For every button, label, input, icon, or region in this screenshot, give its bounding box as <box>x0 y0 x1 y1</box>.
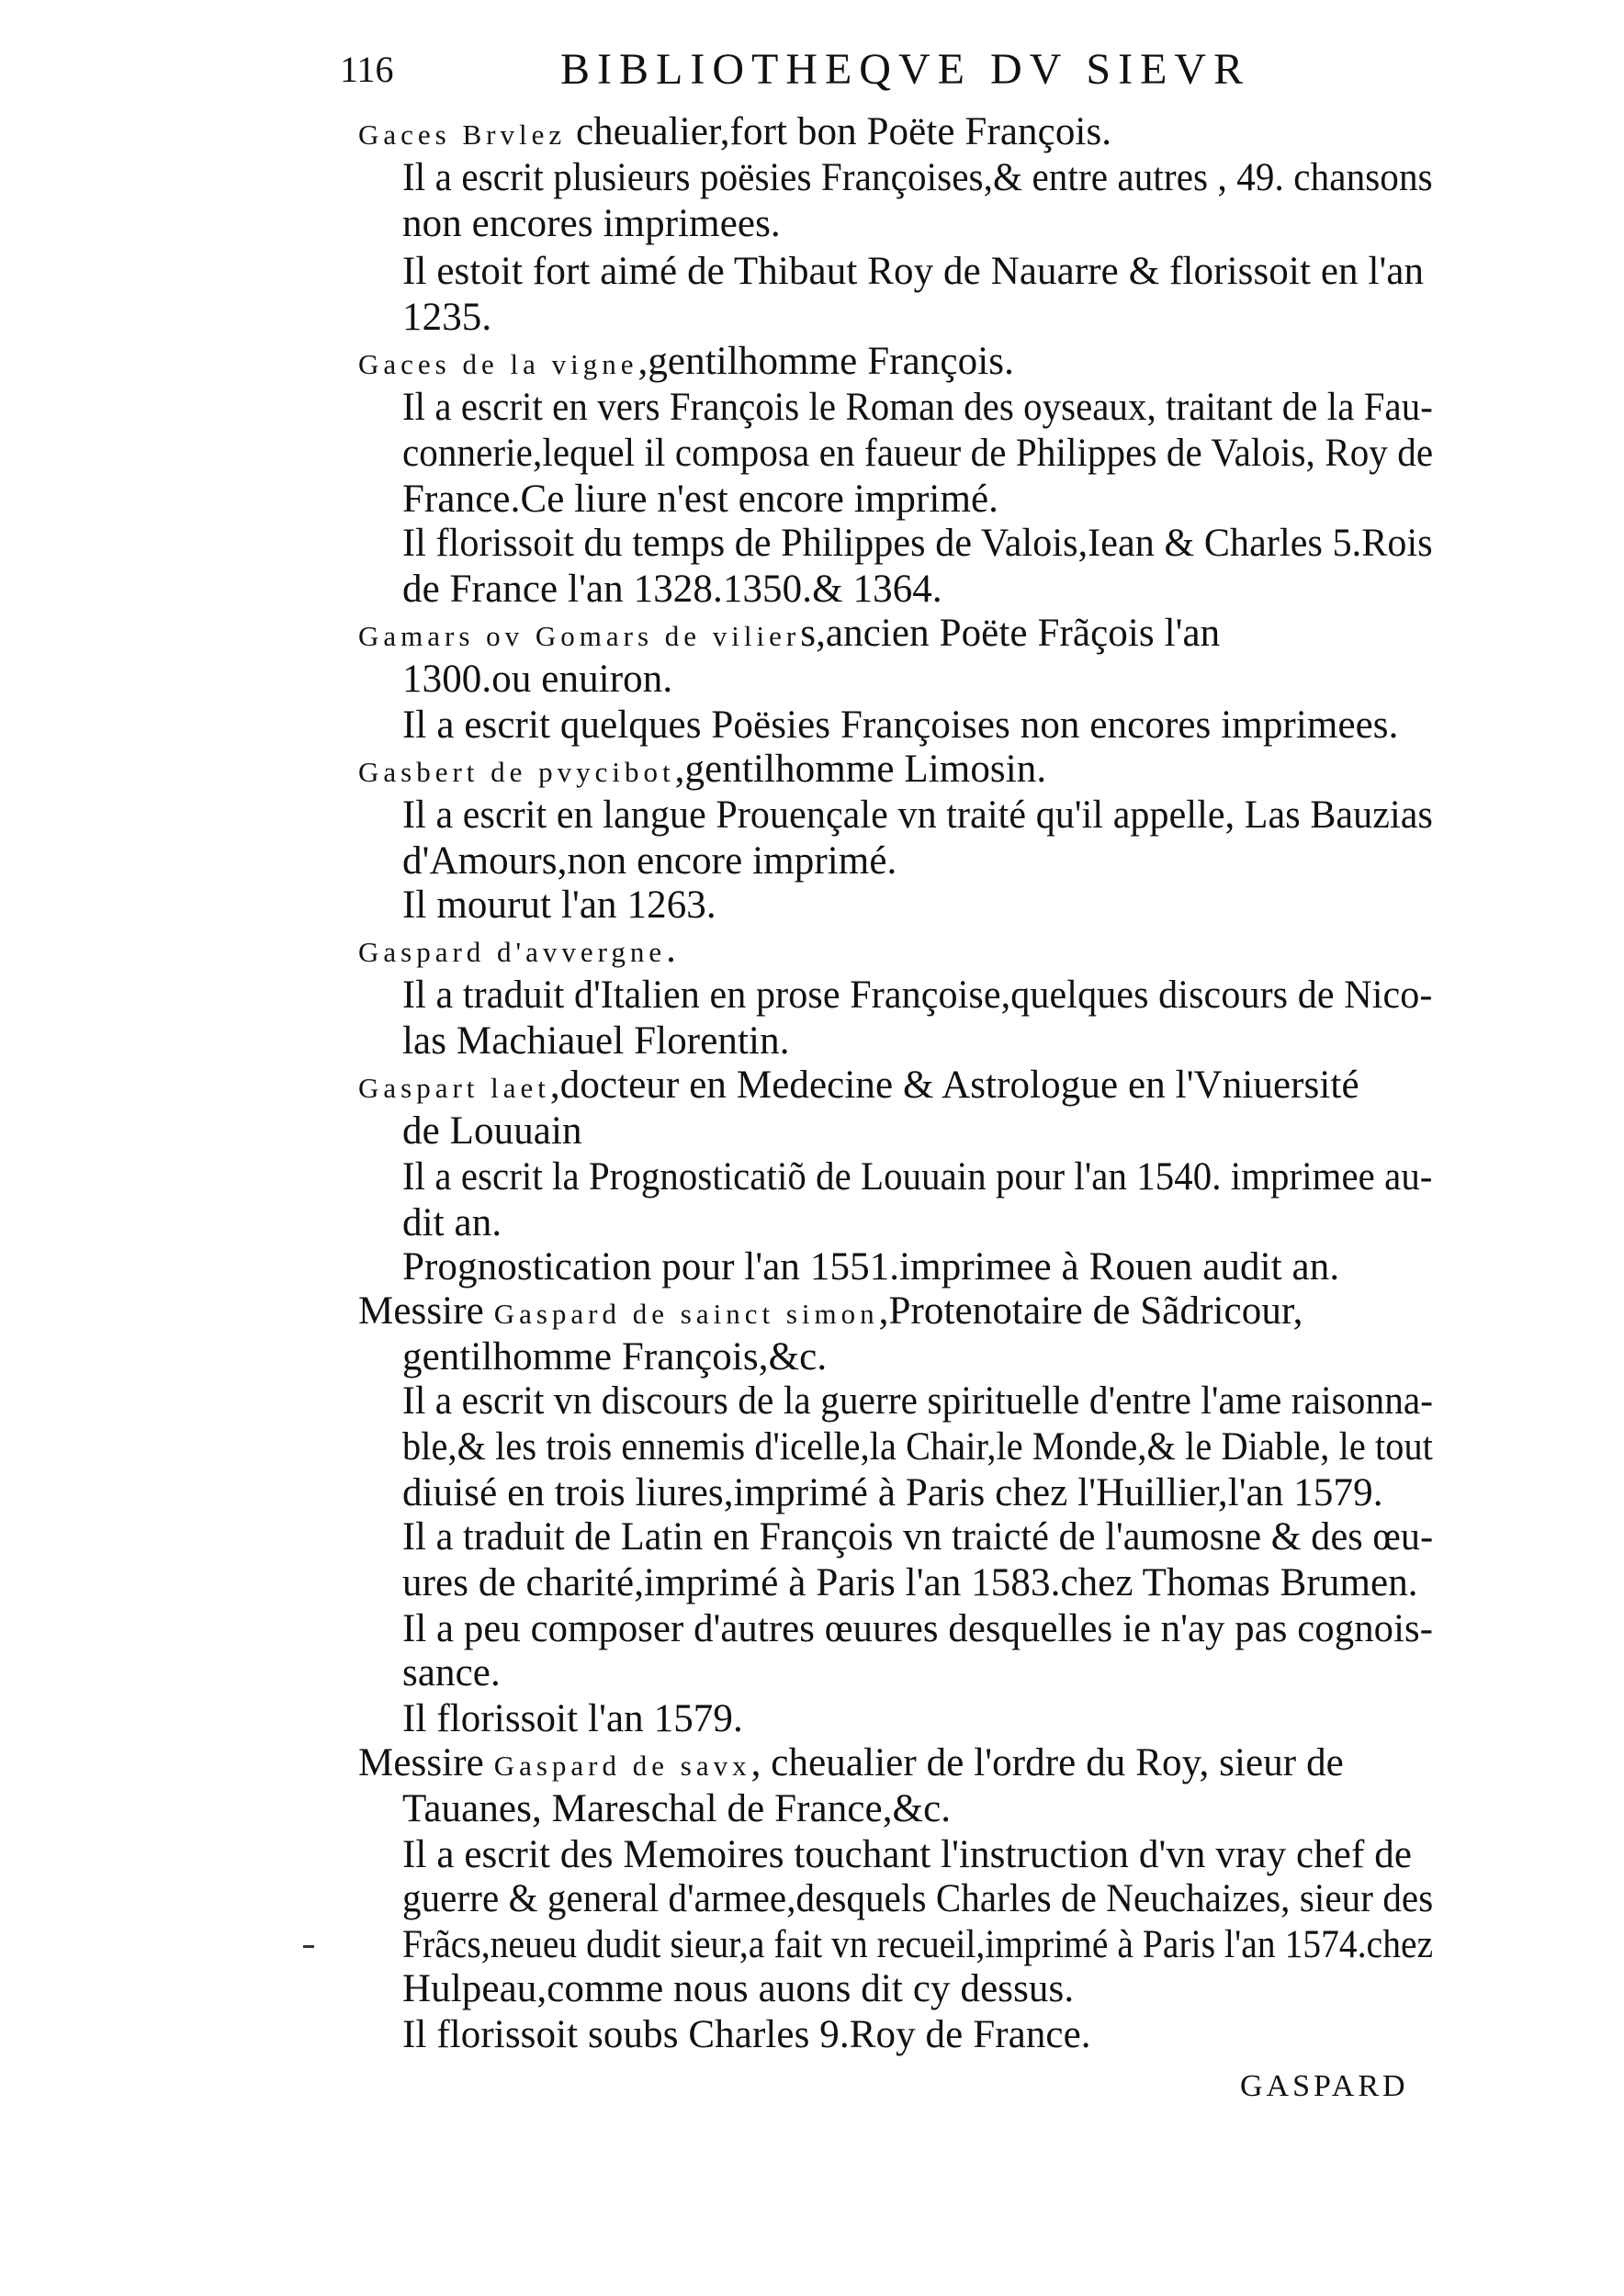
entry-name: Gaspard d'avvergne <box>358 936 667 968</box>
text-line: gentilhomme François,&c. <box>402 1335 828 1379</box>
entry-name: Gaces de la vigne <box>358 348 638 380</box>
text-line: 1235. <box>402 296 492 339</box>
margin-mark <box>303 1945 314 1948</box>
text-line: dit an. <box>402 1201 502 1244</box>
catchword: GASPARD <box>1240 2069 1409 2103</box>
entry-heading: Gaspard d'avvergne. <box>358 928 677 971</box>
text-line: de France l'an 1328.1350.& 1364. <box>402 568 942 611</box>
entry-name: Gasbert de pvycibot <box>358 756 675 788</box>
text-line: diuisé en trois liures,imprimé à Paris chez l'Huillier,l'an 1579. <box>402 1471 1383 1514</box>
text-line: connerie,lequel il composa en faueur de Philippes de Valois, Roy de <box>402 432 1434 475</box>
text-line: Il florissoit du temps de Philippes de Valois,Iean & Charles 5.Rois <box>402 522 1433 565</box>
text-line: ble,& les trois ennemis d'icelle,la Chair,le Monde,& le Diable, le tout <box>402 1425 1433 1469</box>
text-line: Tauanes, Mareschal de France,&c. <box>402 1787 952 1830</box>
entry-name: Gaces Brvlez <box>358 118 567 151</box>
text-line: Il estoit fort aimé de Thibaut Roy de Nauarre & florissoit en l'an <box>402 250 1425 293</box>
page-number: 116 <box>340 49 394 90</box>
text-line: Il a escrit quelques Poësies Françoises non encores imprimees. <box>402 703 1399 747</box>
text-line: Hulpeau,comme nous auons dit cy dessus. <box>402 1967 1075 2010</box>
text-line: ures de charité,imprimé à Paris l'an 1583.chez Thomas Brumen. <box>402 1561 1418 1604</box>
entry-heading: Gaces Brvlez cheualier,fort bon Poëte François. <box>358 110 1112 153</box>
text-line: Il florissoit soubs Charles 9.Roy de France. <box>402 2013 1091 2056</box>
text-line: Il a escrit en vers François le Roman des oyseaux, traitant de la Fau- <box>402 386 1433 429</box>
entry-heading: Gaces de la vigne,gentilhomme François. <box>358 340 1014 383</box>
text-line: Frãcs,neueu dudit sieur,a fait vn recueil,imprimé à Paris l'an 1574.chez <box>402 1923 1434 1966</box>
text-line: Il a escrit vn discours de la guerre spirituelle d'entre l'ame raisonna- <box>402 1379 1434 1423</box>
text-line: Il mourut l'an 1263. <box>402 884 716 927</box>
entry-heading: Gasbert de pvycibot,gentilhomme Limosin. <box>358 748 1047 791</box>
text-line: Il a peu composer d'autres œuures desquelles ie n'ay pas cognois- <box>402 1607 1434 1650</box>
text-line: guerre & general d'armee,desquels Charles de Neuchaizes, sieur des <box>402 1877 1434 1920</box>
text-line: Prognostication pour l'an 1551.imprimee à Rouen audit an. <box>402 1245 1340 1289</box>
running-title: BIBLIOTHEQVE DV SIEVR <box>560 45 1251 94</box>
entry-name: Gaspard de savx <box>493 1750 751 1782</box>
text-line: France.Ce liure n'est encore imprimé. <box>402 478 999 521</box>
entry-name: Gaspart laet <box>358 1072 550 1104</box>
entry-name: Gaspard de sainct simon <box>493 1298 879 1330</box>
text-line: d'Amours,non encore imprimé. <box>402 839 897 883</box>
text-line: las Machiauel Florentin. <box>402 1019 790 1063</box>
entry-heading: Gaspart laet,docteur en Medecine & Astrologue en l'Vniuersité <box>358 1064 1359 1107</box>
text-line: Il a traduit de Latin en François vn traicté de l'aumosne & des œu- <box>402 1515 1434 1559</box>
entry-heading: Gamars ov Gomars de viliers,ancien Poëte Frãçois l'an <box>358 612 1221 655</box>
text-line: Il a traduit d'Italien en prose Françoise,quelques discours de Nico- <box>402 974 1433 1017</box>
text-line: Il florissoit l'an 1579. <box>402 1697 743 1740</box>
text-line: Il a escrit plusieurs poësies Françoises,& entre autres , 49. chansons <box>402 156 1433 199</box>
text-line: sance. <box>402 1651 501 1694</box>
entry-heading: Messire Gaspard de savx, cheualier de l'ordre du Roy, sieur de <box>358 1741 1344 1784</box>
text-line: de Louuain <box>402 1109 582 1153</box>
entry-heading: Messire Gaspard de sainct simon,Protenotaire de Sãdricour, <box>358 1289 1303 1333</box>
text-line: Il a escrit en langue Prouençale vn traité qu'il appelle, Las Bauzias <box>402 793 1433 837</box>
text-line: Il a escrit des Memoires touchant l'instruction d'vn vray chef de <box>402 1833 1413 1876</box>
text-line: Il a escrit la Prognosticatiõ de Louuain pour l'an 1540. imprimee au- <box>402 1155 1433 1199</box>
text-line: non encores imprimees. <box>402 202 781 245</box>
entry-name: Gamars ov Gomars de vilier <box>358 620 801 652</box>
text-line: 1300.ou enuiron. <box>402 658 673 701</box>
